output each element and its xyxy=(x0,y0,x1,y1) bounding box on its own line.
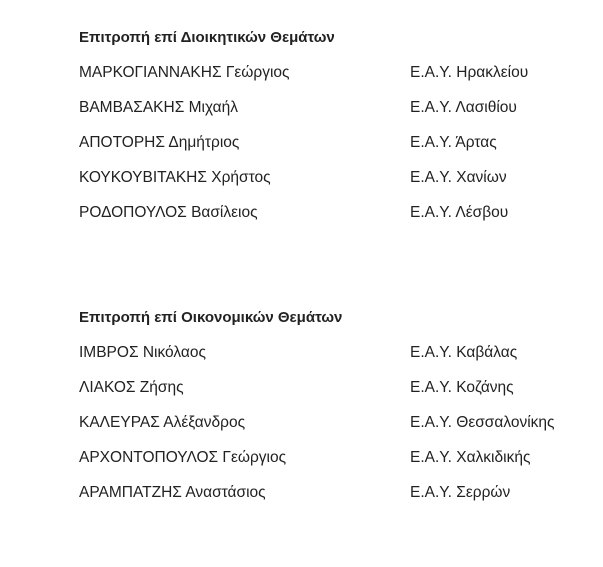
member-org: Ε.Α.Υ. Καβάλας xyxy=(410,344,518,361)
committee-financial xyxy=(79,308,579,518)
member-name: ΑΡΧΟΝΤΟΠΟΥΛΟΣ Γεώργιος xyxy=(79,449,287,466)
member-org: Ε.Α.Υ. Θεσσαλονίκης xyxy=(410,414,555,431)
member-name: ΙΜΒΡΟΣ Νικόλαος xyxy=(79,344,206,361)
member-name: ΡΟΔΟΠΟΥΛΟΣ Βασίλειος xyxy=(79,204,258,221)
member-name: ΛΙΑΚΟΣ Ζήσης xyxy=(79,379,184,396)
committee-title: Επιτροπή επί Οικονομικών Θεμάτων xyxy=(79,309,343,326)
member-org: Ε.Α.Υ. Λασιθίου xyxy=(410,99,517,116)
member-row xyxy=(79,343,579,378)
member-name: ΜΑΡΚΟΓΙΑΝΝΑΚΗΣ Γεώργιος xyxy=(79,64,290,81)
member-name: ΚΟΥΚΟΥΒΙΤΑΚΗΣ Χρήστος xyxy=(79,169,271,186)
member-name: ΑΡΑΜΠΑΤΖΗΣ Αναστάσιος xyxy=(79,484,266,501)
member-row xyxy=(79,413,579,448)
member-row xyxy=(79,448,579,483)
member-row xyxy=(79,483,579,518)
member-org: Ε.Α.Υ. Κοζάνης xyxy=(410,379,514,396)
member-org: Ε.Α.Υ. Ηρακλείου xyxy=(410,64,529,81)
member-name: ΑΠΟΤΟΡΗΣ Δημήτριος xyxy=(79,134,240,151)
member-org: Ε.Α.Υ. Άρτας xyxy=(410,134,497,151)
member-list xyxy=(79,343,579,518)
member-row xyxy=(79,168,579,203)
member-row xyxy=(79,378,579,413)
member-row xyxy=(79,203,579,238)
member-list xyxy=(79,63,579,238)
member-org: Ε.Α.Υ. Λέσβου xyxy=(410,204,509,221)
member-org: Ε.Α.Υ. Χαλκιδικής xyxy=(410,449,531,466)
member-row xyxy=(79,133,579,168)
committee-administrative xyxy=(79,28,579,238)
member-name: ΒΑΜΒΑΣΑΚΗΣ Μιχαήλ xyxy=(79,99,239,116)
member-row xyxy=(79,63,579,98)
member-org: Ε.Α.Υ. Σερρών xyxy=(410,484,511,501)
member-name: ΚΑΛΕΥΡΑΣ Αλέξανδρος xyxy=(79,414,246,431)
member-org: Ε.Α.Υ. Χανίων xyxy=(410,169,507,186)
committee-title: Επιτροπή επί Διοικητικών Θεμάτων xyxy=(79,29,335,46)
member-row xyxy=(79,98,579,133)
